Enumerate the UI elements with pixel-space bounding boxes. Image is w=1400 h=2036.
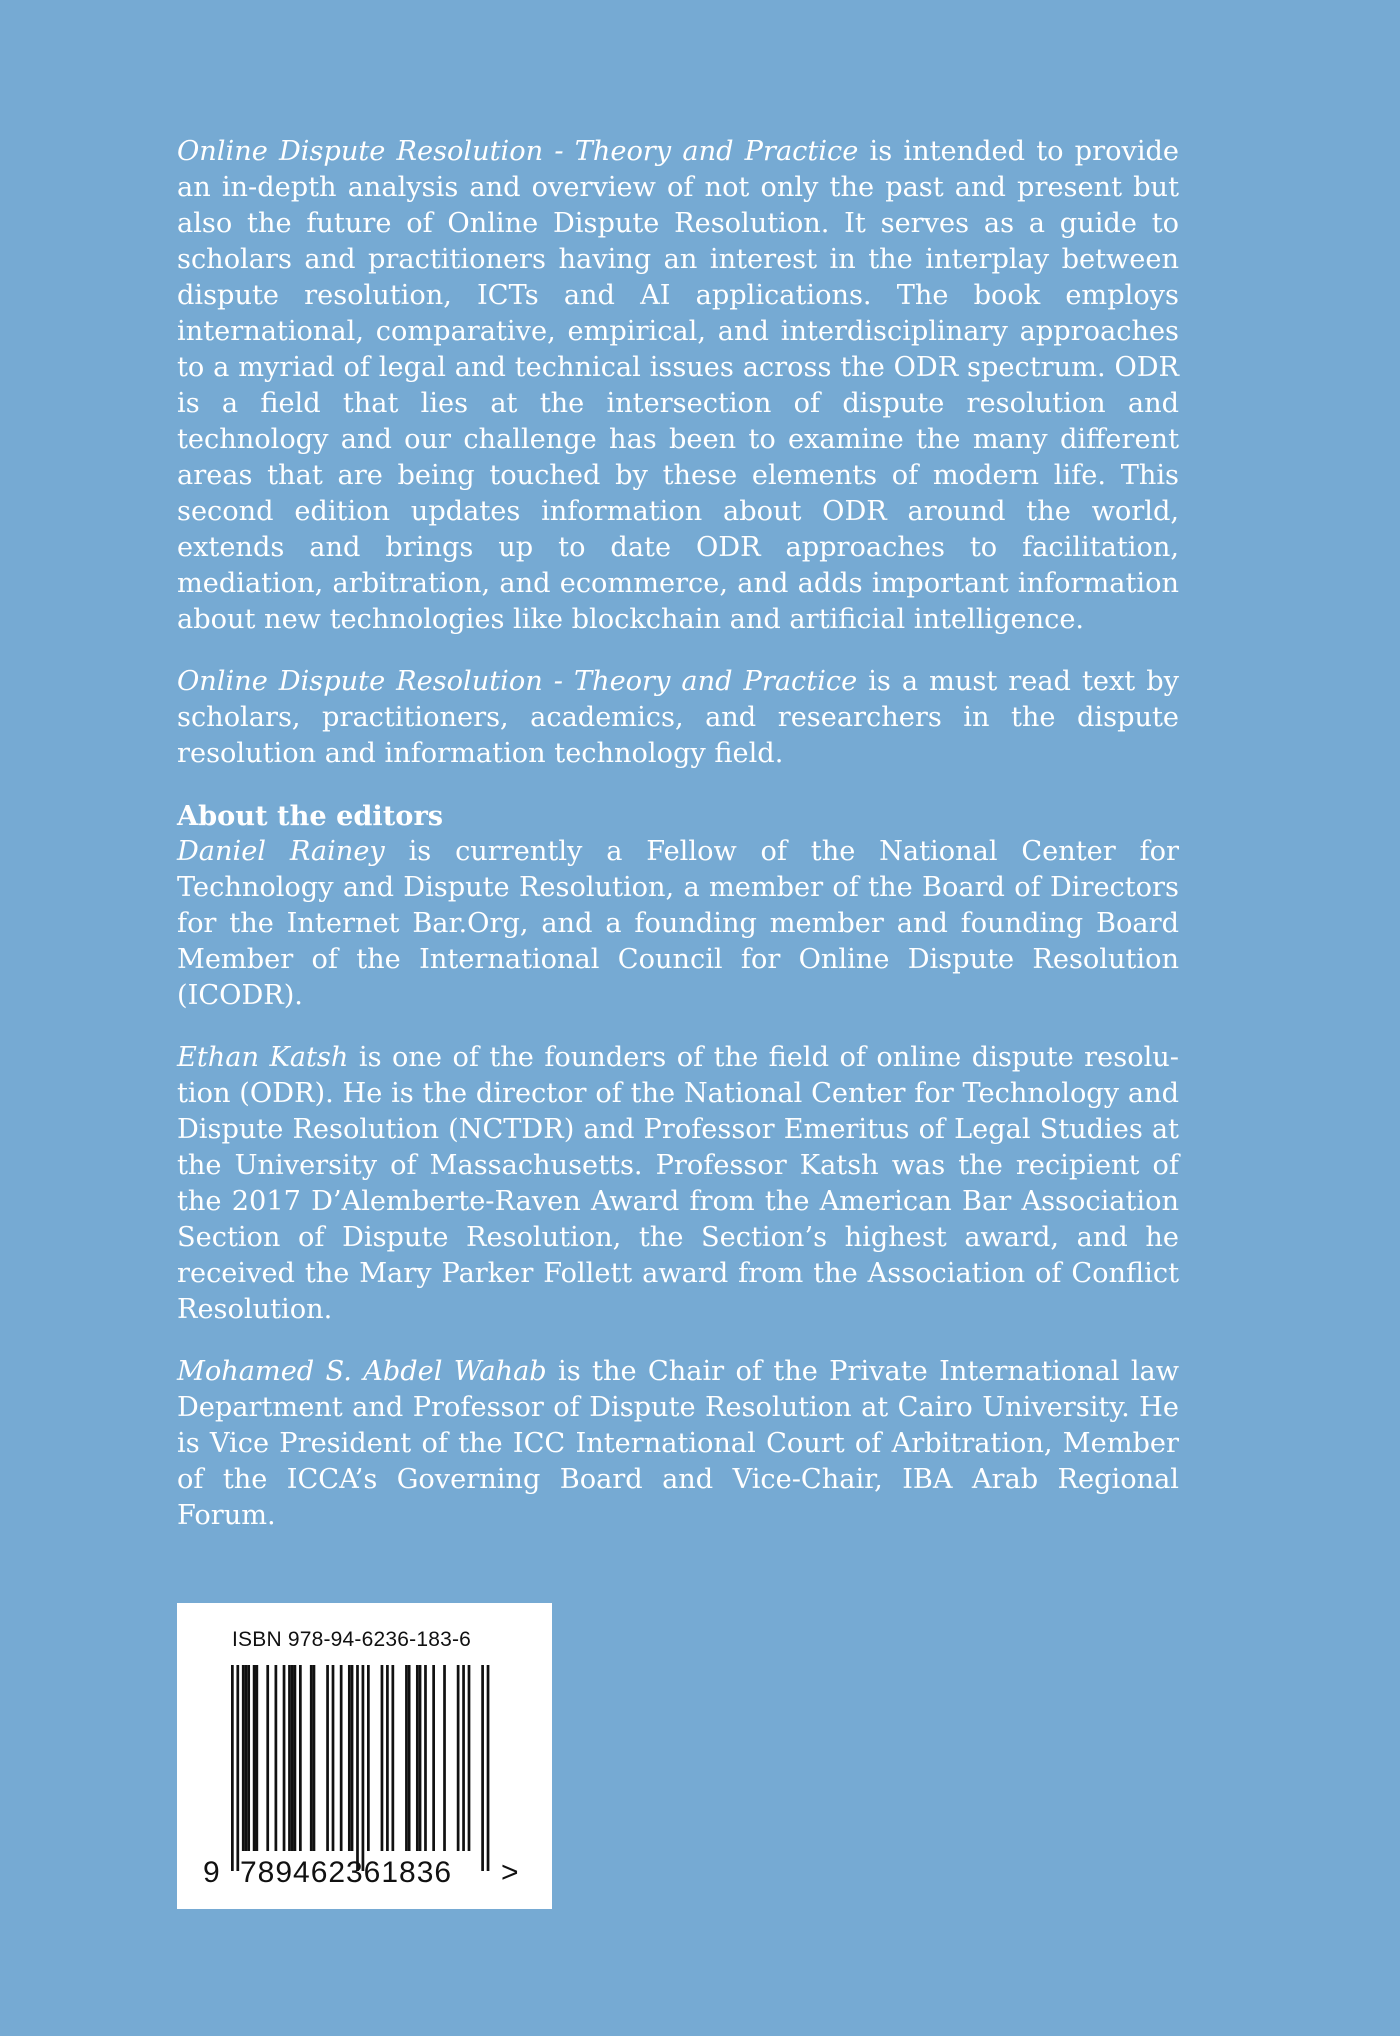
barcode-bar	[481, 1665, 484, 1871]
barcode-bar	[266, 1665, 269, 1851]
barcode-bar	[381, 1665, 384, 1851]
barcode-bar	[408, 1665, 411, 1851]
barcode-bar	[299, 1665, 302, 1851]
editor-bio: is one of the founders of the field of online dispute resolution (ODR). He is the director of the National Center for Technology and Dispute Resolution (NCTDR) and Professor Emeritus of Legal Studies at the University of Massachusetts. Professor Katsh was the recipient of the 2017 D’Alemberte-Raven Award from the American Bar Association Section of Dispute Resolution, the Section’s highest award, and he received the Mary Parker Follett award from the Association of Conflict Resolution.	[177, 1042, 1179, 1325]
barcode-bar	[348, 1665, 351, 1851]
must-read-body: is a must read text by scholars, practitioners, academics, and researchers in the dispute resolution and information technology field.	[177, 666, 1179, 769]
barcode-bar	[367, 1665, 370, 1851]
barcode-bar	[294, 1665, 297, 1851]
barcode-bar	[288, 1665, 291, 1851]
barcode-bar	[405, 1665, 408, 1851]
barcode-bar	[236, 1665, 239, 1871]
barcode-bar	[416, 1665, 419, 1851]
editor-bio-rainey	[177, 834, 1179, 1014]
editor-bio: is the Chair of the Private International law Department and Professor of Dispute Resolution at Cairo University. He is Vice President of the ICC International Court of Arbitration, Member of the ICCA’s Governing Board and Vice-Chair, IBA Arab Regional Forum.	[177, 1356, 1179, 1531]
barcode-bar	[468, 1665, 471, 1851]
barcode-bar	[332, 1665, 335, 1851]
barcode-bar	[457, 1665, 460, 1851]
barcode-bar	[462, 1665, 465, 1851]
barcode-image	[231, 1665, 501, 1871]
barcode-digits-left: 789462	[240, 1856, 347, 1889]
editors-heading: About the editors	[177, 800, 444, 832]
barcode-arrow: >	[501, 1856, 519, 1889]
barcode-bar	[419, 1665, 422, 1851]
barcode-bar	[245, 1665, 248, 1851]
book-title: Online Dispute Resolution - Theory and Practice	[177, 666, 858, 697]
barcode-bar	[487, 1665, 490, 1871]
barcode-bar	[310, 1665, 313, 1851]
barcode-bar	[356, 1665, 359, 1871]
barcode-bar	[351, 1665, 354, 1851]
intro-paragraph	[177, 134, 1179, 638]
isbn-label: ISBN 978-94-6236-183-6	[232, 1628, 472, 1651]
barcode-bar	[340, 1665, 343, 1851]
barcode-bar	[443, 1665, 446, 1851]
barcode-bar	[231, 1665, 234, 1871]
barcode-bar	[432, 1665, 435, 1851]
barcode-bar	[253, 1665, 256, 1851]
barcode-digits-right: 361836	[346, 1856, 453, 1889]
editor-name: Ethan Katsh	[177, 1042, 349, 1073]
must-read-paragraph	[177, 664, 1179, 772]
barcode-bar	[391, 1665, 394, 1851]
barcode-bar	[291, 1665, 294, 1851]
barcode-bar	[283, 1665, 286, 1851]
editor-bio: is currently a Fellow of the National Center for Technology and Dispute Resolution, a member of the Board of Directors for the Internet Bar.Org, and a founding member and founding Board Member of the International Council for Online Dispute Resolution (ICODR).	[177, 836, 1179, 1011]
barcode-bar	[275, 1665, 278, 1851]
editor-bio-abdel-wahab	[177, 1354, 1179, 1534]
editor-bio-katsh	[177, 1040, 1179, 1328]
barcode-bar	[247, 1665, 250, 1851]
blurb-text	[177, 134, 1179, 1534]
book-title: Online Dispute Resolution - Theory and Practice	[177, 136, 859, 167]
barcode-bar	[326, 1665, 329, 1851]
editor-name: Daniel Rainey	[177, 836, 385, 867]
barcode-bar	[386, 1665, 389, 1851]
editor-name: Mohamed S. Abdel Wahab	[177, 1356, 547, 1387]
barcode-digit-first: 9	[203, 1856, 220, 1889]
barcode-bar	[242, 1665, 245, 1851]
barcode-bar	[362, 1665, 365, 1871]
intro-body: is intended to provide an in-depth analysis and overview of not only the past and present but also the future of Online Dispute Resolution. It serves as a guide to scholars and practitioners having an interest in the interplay between dispute resolution, ICTs and AI applications. The book employs international, comparative, empirical, and interdisciplinary approaches to a myriad of legal and technical issues across the ODR spectrum. ODR is a field that lies at the intersection of dispute resolution and technology and our challenge has been to examine the many different areas that are being touched by these elements of modern life. This second edition updates information about ODR around the world, extends and brings up to date ODR approaches to facilitation, mediation, arbitration, and ecommerce, and adds important information about new technologies like blockchain and artificial intelligence.	[177, 136, 1180, 635]
barcode-bar	[255, 1665, 258, 1851]
barcode-panel	[177, 1603, 552, 1909]
barcode-bar	[313, 1665, 316, 1851]
barcode-bar	[424, 1665, 427, 1851]
